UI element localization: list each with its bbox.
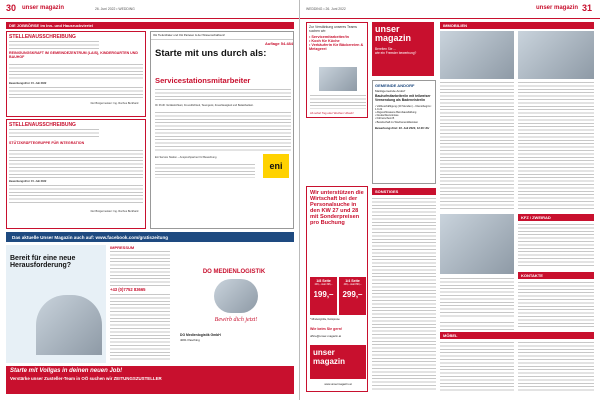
auflage: Auflage 54.484 [264,41,293,46]
impressum-phone: +43 (0)7752 83665 [110,287,146,292]
staff-wanted-ad [306,22,368,118]
price-value: 199,– [313,290,334,299]
person-photo [36,295,102,355]
promo-line: Bereiten Sie ... [375,47,396,51]
price-value: 299,– [342,290,363,299]
staff-item: • Servicemitarbeiter/in [309,35,349,39]
moebel-header: MÖBEL [440,332,594,339]
andorf-heading: Bauhofmitarbeiter/in mit teilweiser Verwendung als Badeneister/in [375,94,431,102]
price-eighth-page [310,277,337,315]
right-header [300,3,600,19]
ad-subtitle: REINIGUNGSKRAFT IM GEMEINDEZENTRUM (LAIS), KINDERGARTEN UND BAUHOF [9,51,138,59]
top-banner: OH Tiefenthaler und OH Parteien & der Wissenschaftsuni! [151,32,294,40]
service-role: Servicestationsmitarbeiter [155,76,251,85]
offer-note: * Mindestgröße, Nettopreise [310,318,340,321]
price-old: 449,– statt 890,– [343,283,362,286]
service-body: Ihr Profil: Verlässlichkeit, Freundlichkeit, Teamgeist, Zuverlässigkeit und Belastbarkeit. [155,104,254,107]
andorf-point: • Bereitschaft zu Wochenenddiensten [375,120,419,124]
kfz-header: KFZ / ZWEIRAD [518,214,594,221]
distribution-logo: DO MEDIENLOGISTIK [202,269,266,275]
andorf-point: • Führerschein B [375,117,395,121]
website-link[interactable]: www.unsermagazin.at [324,382,352,386]
service-contact: Eni Service Station – Ansprechpartner für Bewerbung [155,156,217,159]
right-page [300,0,600,400]
sonstiges-listings [372,198,436,390]
issue-date: WEDDING • 26. Juni 2022 [306,7,346,11]
immobilien-header: IMMOBILIEN [440,22,594,29]
kfz-listings [518,224,594,268]
ad-deadline: Bewerbungsfrist: 15. Juli 2022 [9,180,47,183]
promo-line: wie ein Fremder bewerbung? [375,51,417,55]
magazine-logo: unser magazin [22,5,65,11]
promo-logo: unser magazin [375,24,412,43]
ad-deadline: Bewerbungsfrist: 15. Juli 2022 [9,82,47,85]
courier-photo [214,279,258,313]
sonstiges-header: SONSTIGES [372,188,436,195]
apply-cta[interactable]: Bewirb dich jetzt! [214,317,258,323]
publisher-city: 4061 Pasching [180,338,200,342]
job-ad-stuetzkraft [6,119,146,229]
special-offer-ad [306,186,368,392]
offer-text: Wir unterstützen die Wirtschaft bei der Personalsuche in den KW 27 und 28 mit Sonderpreisen pro Buchung [310,190,364,226]
magazine-logo: unser magazin [536,5,579,11]
ready-for-challenge-ad [6,245,106,363]
staff-item: • Verkäuferin für Bäckereien & Metzgerei [309,43,364,51]
job-ad-reinigungskraft [6,31,146,117]
issue-date: 26. Juni 2022 • WEDDING [95,7,135,11]
moebel-listings-col1 [440,342,514,392]
unser-logo-bottom: unser magazin [310,345,366,379]
house-photo [518,31,594,79]
left-header [0,3,299,19]
offer-email[interactable]: office@unser-magazin.at [310,334,342,338]
andorf-point: • Vollbeschäftigung (40 Stunden) – Dienstbeginn: 1.9.22 [375,104,432,111]
ad-title: STELLENAUSSCHREIBUNG [9,34,76,40]
price-size: 1/4 Seite [345,279,360,283]
zusteller-headline: Starte mit Vollgas in deinen neuen Job! [10,368,123,374]
staff-intro: Zur Verstärkung unseres Teams suchen wir: [309,25,357,33]
impressum [110,245,170,363]
property-photo [440,214,514,274]
staff-closing: Ab sofort Tag oder Wochen Urlaub! [310,111,354,115]
immobilien-listings-col1 [440,82,514,210]
immobilien-listings-col2 [518,82,594,210]
andorf-brand: GEMEINDE ANDORF [375,83,415,88]
service-station-ad [150,31,294,229]
impressum-title: IMPRESSUM [110,245,135,250]
ad-subtitle: STÜTZKRÄFTEGRUPPE FÜR INTEGRATION [9,141,85,145]
property-text [440,278,514,318]
page-number: 31 [582,3,593,13]
facebook-banner[interactable]: Das aktuelle Unser Magazin auch auf: www.facebook.com/gratiszeitung [6,232,294,242]
publisher: DO Medienlogistik GmbH [180,333,221,337]
moebel-listings-col2 [518,342,594,392]
andorf-point: • Deutschkenntnisse [375,114,399,118]
offer-contact-question: Wie beim Sie gern! [310,327,343,331]
ad-signature: Der Bürgermeister: Ing. Rochus Burkhard [90,210,139,213]
ad-title: STELLENAUSSCHREIBUNG [9,122,76,128]
staff-item: • Koch für Küche [309,39,340,43]
unser-magazin-promo [372,22,434,76]
service-headline: Starte mit uns durch als: [155,48,267,59]
price-old: 249,– statt 496,– [314,283,333,286]
ready-headline: Bereit für eine neue Herausforderung? [10,255,76,269]
zusteller-subline: Verstärke unser Zusteller-Team in OÖ suchen wir ZEITUNGSZUSTELLER [10,376,162,381]
andorf-deadline: Bewerbungsfrist: 22. Juli 2022, 12.00 Uhr [375,125,430,130]
price-size: 1/8 Seite [316,279,331,283]
ad-signature: Der Bürgermeister: Ing. Rochus Burkhard [90,102,139,105]
eni-logo: eni [263,154,289,178]
andorf-job-ad [372,80,436,184]
andorf-location: Marktgemeinde Andorf [375,89,406,93]
andorf-point: • Abgeschlossene Berufsausbildung [375,111,417,114]
page-number: 30 [6,3,17,13]
restaurant-photo [319,67,357,91]
house-photo [440,31,514,79]
distribution-ad [174,245,294,363]
section-title: DIE JOBBÖRSE im Inn- und Hausruckviertel [6,22,294,29]
kontakte-header: KONTAKTE [518,272,594,279]
kontakte-listings [518,282,594,328]
zusteller-banner [6,366,294,394]
price-quarter-page [339,277,366,315]
